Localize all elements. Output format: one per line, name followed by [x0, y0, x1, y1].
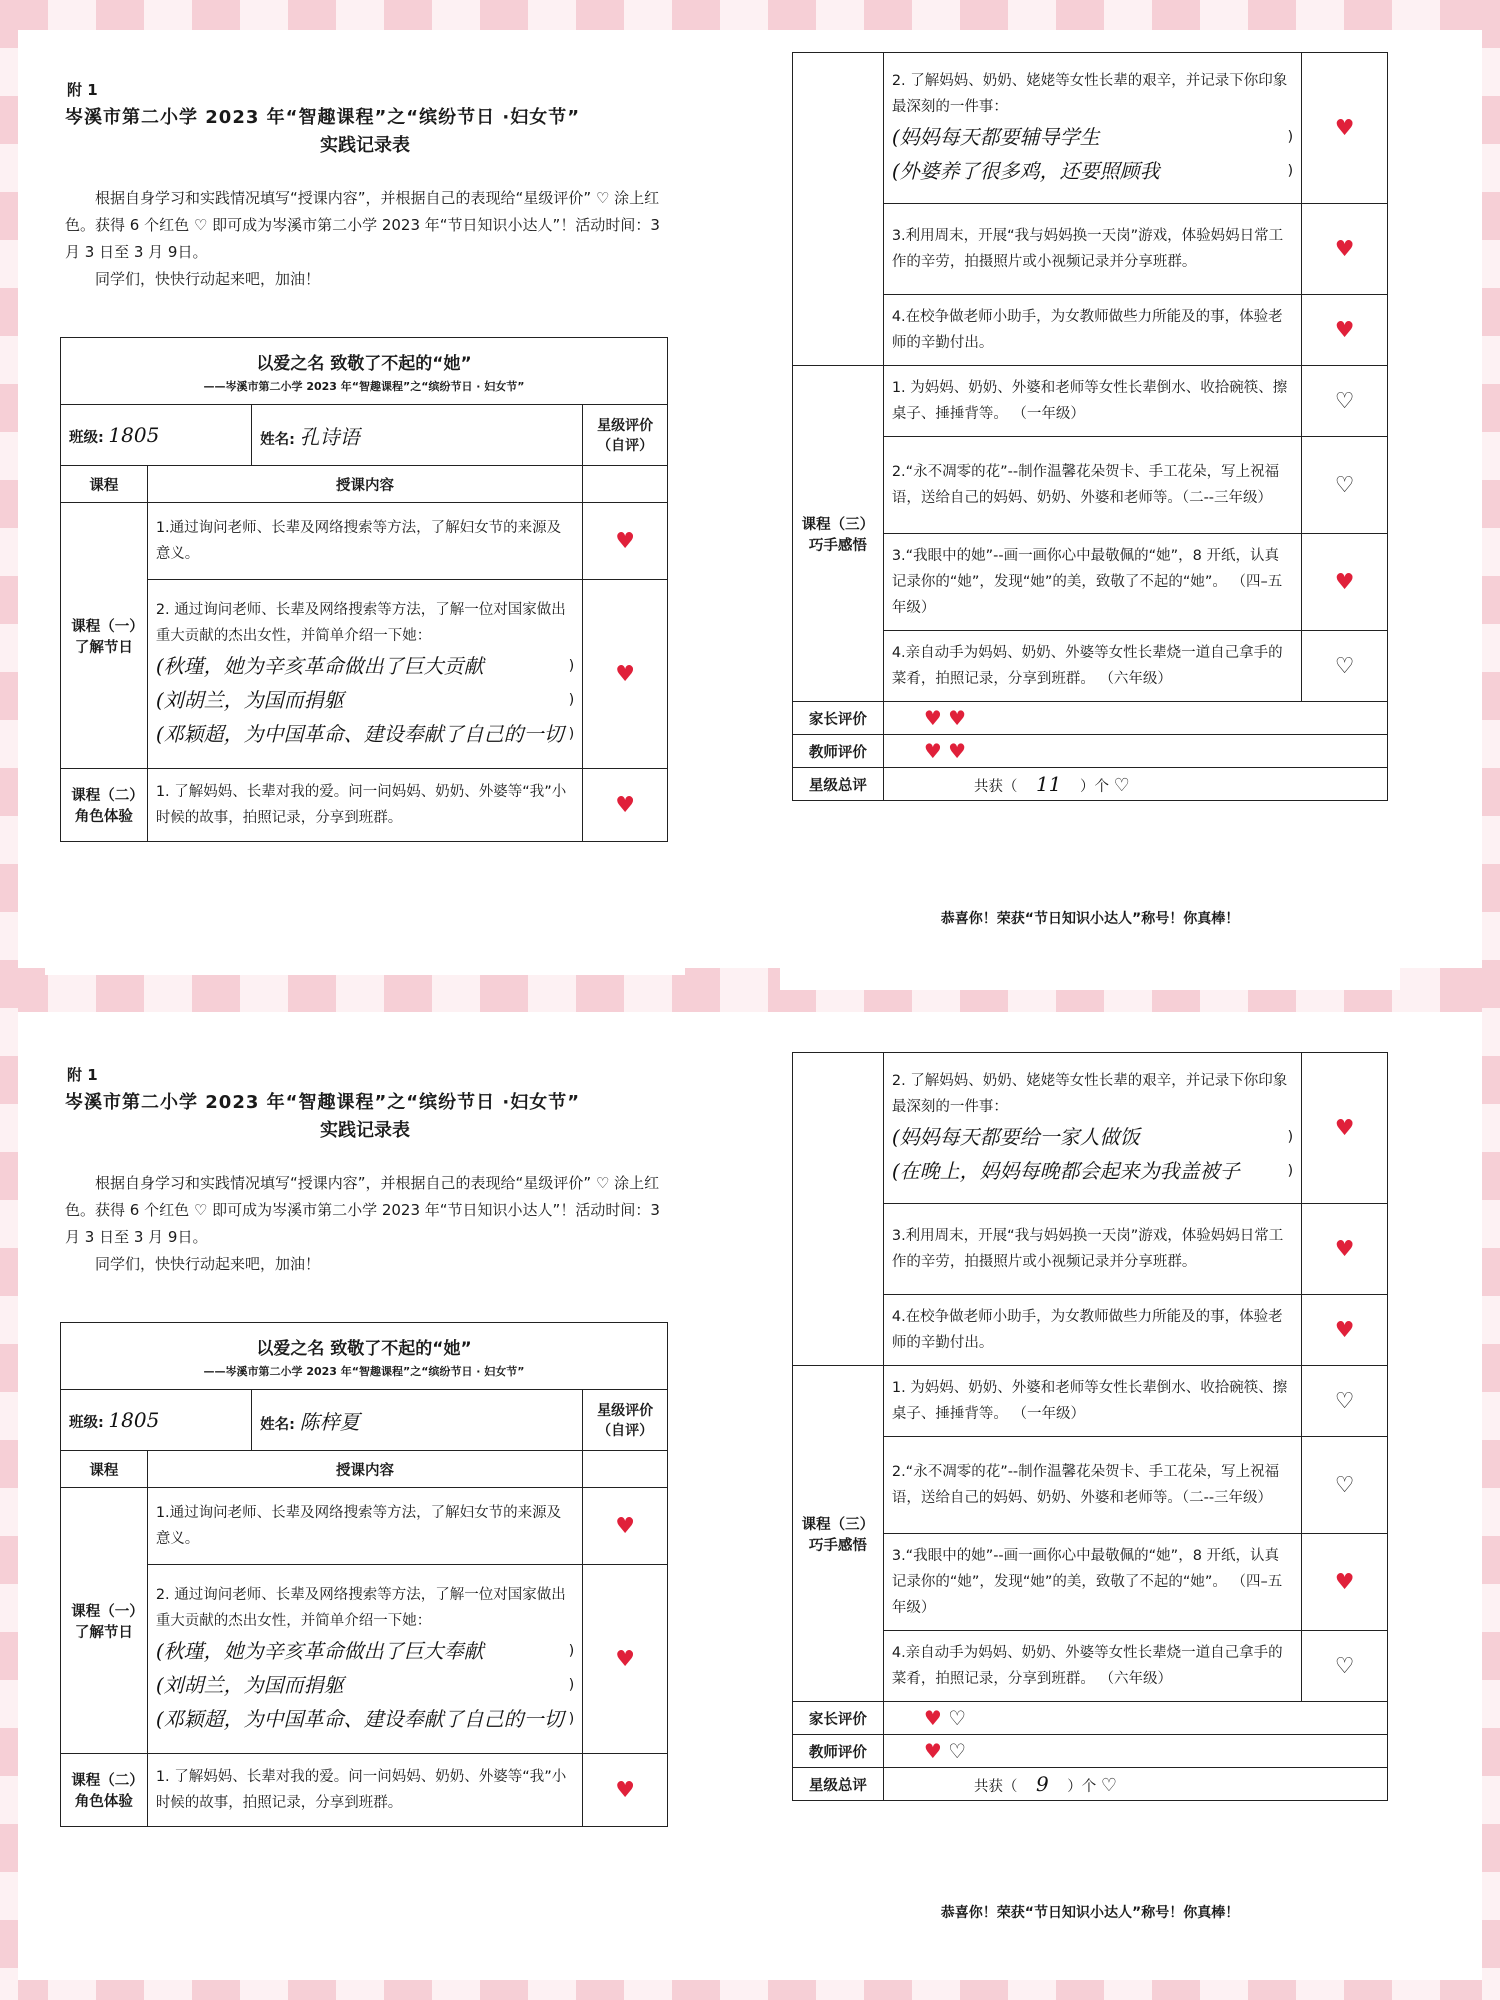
instructions-part-a: 根据自身学习和实践情况填写“授课内容”，并根据自己的表现给“星级评价”	[95, 189, 592, 207]
teacher-rating-hearts	[883, 735, 1387, 768]
col-content: 授课内容	[147, 466, 582, 503]
c3-item3: 3.“我眼中的她”--画一画你心中最敬佩的“她”，8 开纸，认真记录你的“她”，发现“她”的美，致敬了不起的“她”。 （四–五年级）	[883, 534, 1301, 631]
c1-item1: 1.通过询问老师、长辈及网络搜索等方法，了解妇女节的来源及意义。	[147, 503, 582, 580]
hollow-heart-icon: ♡	[1302, 631, 1388, 702]
instructions-encourage: 同学们，快快行动起来吧，加油！	[95, 1255, 321, 1273]
parent-rating-label: 家长评价	[793, 702, 884, 735]
filled-heart-icon: ♥	[923, 706, 942, 730]
instructions-part-b: 涂上红色。获得 6 个红色	[65, 1174, 660, 1219]
instructions-part-b: 涂上红色。获得 6 个红色	[65, 189, 660, 234]
c2-item1: 1. 了解妈妈、长辈对我的爱。问一问妈妈、奶奶、外婆等“我”小时候的故事，拍照记录，分享到班群。	[147, 769, 582, 842]
class-label: 班级:	[69, 430, 104, 446]
course2-label: 课程（二）角色体验	[61, 1754, 148, 1827]
sheet1-right-page	[780, 50, 1400, 990]
appendix-label: 附 1	[67, 1066, 98, 1084]
decorative-border-bottom	[0, 1980, 1500, 2000]
decorative-border-top	[0, 0, 1500, 30]
c1-item2: 2. 通过询问老师、长辈及网络搜索等方法，了解一位对国家做出重大贡献的杰出女性，并简单介绍一下她：	[155, 1587, 566, 1629]
filled-heart-icon: ♥	[1302, 1295, 1388, 1366]
sheet2-left-page	[45, 1040, 685, 1960]
filled-heart-icon: ♥	[923, 739, 942, 763]
instructions-part-c: 即可成为岑溪市第二小学 2023 年“节日知识小达人”！活动时间：3 月 3 日至 3 月 9日。	[65, 216, 660, 261]
table-title: 以爱之名 致敬了不起的“她”	[256, 1338, 472, 1359]
c1-item1: 1.通过询问老师、长辈及网络搜索等方法，了解妇女节的来源及意义。	[147, 1488, 582, 1565]
class-value: 1805	[108, 1408, 160, 1432]
teacher-rating-label: 教师评价	[793, 735, 884, 768]
filled-heart-icon: ♥	[1302, 1204, 1388, 1295]
c1-hw3: 邓颖超，为中国革命、建设奉献了自己的一切	[163, 722, 564, 746]
c1-hw1: 秋瑾，她为辛亥革命做出了巨大贡献	[163, 654, 484, 678]
table-subtitle: ——岑溪市第二小学 2023 年“智趣课程”之“缤纷节日 · 妇女节”	[203, 1364, 525, 1378]
filled-heart-icon: ♥	[923, 1706, 942, 1730]
filled-heart-icon: ♥	[1302, 53, 1388, 204]
c2-item3: 3.利用周末，开展“我与妈妈换一天岗”游戏，体验妈妈日常工作的辛劳，拍摄照片或小视频记录并分享班群。	[883, 204, 1301, 295]
filled-heart-icon: ♥	[1302, 204, 1388, 295]
hollow-heart-icon: ♡	[591, 189, 615, 207]
col-course: 课程	[61, 1451, 148, 1488]
total-prefix: 共获（	[973, 1779, 1018, 1795]
c2-hw1: 妈妈每天都要辅导学生	[899, 125, 1100, 149]
decorative-border-left	[0, 0, 18, 2000]
instructions-encourage: 同学们，快快行动起来吧，加油！	[95, 270, 321, 288]
c1-hw3: 邓颖超，为中国革命、建设奉献了自己的一切	[163, 1707, 564, 1731]
c2-item4: 4.在校争做老师小助手，为女教师做些力所能及的事，体验老师的辛勤付出。	[883, 295, 1301, 366]
col-content: 授课内容	[147, 1451, 582, 1488]
name-value: 陈梓夏	[299, 1409, 360, 1434]
filled-heart-icon: ♥	[948, 739, 967, 763]
hollow-heart-icon: ♡	[591, 1174, 615, 1192]
congrats-message: 恭喜你！荣获“节日知识小达人”称号！你真棒！	[940, 911, 1240, 927]
total-value: 11	[1035, 772, 1062, 796]
total-value: 9	[1035, 1772, 1049, 1796]
rating-header: 星级评价（自评）	[583, 405, 668, 466]
form-subtitle: 实践记录表	[320, 1120, 410, 1141]
form-title: 岑溪市第二小学 2023 年“智趣课程”之“缤纷节日 ·妇女节”	[65, 107, 581, 128]
total-rating	[883, 1768, 1387, 1801]
c3-item2: 2.“永不凋零的花”--制作温馨花朵贺卡、手工花朵，写上祝福语，送给自己的妈妈、奶奶、外婆和老师等。（二--三年级）	[883, 437, 1301, 534]
c2-item3: 3.利用周末，开展“我与妈妈换一天岗”游戏，体验妈妈日常工作的辛劳，拍摄照片或小视频记录并分享班群。	[883, 1204, 1301, 1295]
hollow-heart-icon: ♡	[189, 216, 213, 234]
sheet1-left-page	[45, 55, 685, 975]
total-suffix: ）个	[1067, 1779, 1097, 1795]
c2-item1: 1. 了解妈妈、长辈对我的爱。问一问妈妈、奶奶、外婆等“我”小时候的故事，拍照记录，分享到班群。	[147, 1754, 582, 1827]
filled-heart-icon: ♥	[583, 1754, 668, 1827]
form-subtitle: 实践记录表	[320, 135, 410, 156]
instructions	[65, 1170, 675, 1278]
filled-heart-icon: ♥	[948, 706, 967, 730]
hollow-heart-icon: ♡	[948, 1739, 967, 1763]
class-label: 班级:	[69, 1415, 104, 1431]
c3-item3: 3.“我眼中的她”--画一画你心中最敬佩的“她”，8 开纸，认真记录你的“她”，发现“她”的美，致敬了不起的“她”。 （四–五年级）	[883, 1534, 1301, 1631]
hollow-heart-icon: ♡	[1302, 437, 1388, 534]
course3-label: 课程（三）巧手感悟	[793, 366, 884, 702]
c3-item4: 4.亲自动手为妈妈、奶奶、外婆等女性长辈烧一道自己拿手的菜肴，拍照记录，分享到班群。 （六年级）	[883, 631, 1301, 702]
c3-item2: 2.“永不凋零的花”--制作温馨花朵贺卡、手工花朵，写上祝福语，送给自己的妈妈、奶奶、外婆和老师等。（二--三年级）	[883, 1437, 1301, 1534]
teacher-rating-label: 教师评价	[793, 1735, 884, 1768]
c3-item4: 4.亲自动手为妈妈、奶奶、外婆等女性长辈烧一道自己拿手的菜肴，拍照记录，分享到班群。 （六年级）	[883, 1631, 1301, 1702]
total-rating	[883, 768, 1387, 801]
filled-heart-icon: ♥	[1302, 1534, 1388, 1631]
c3-item1: 1. 为妈妈、奶奶、外婆和老师等女性长辈倒水、收拾碗筷、擦桌子、捶捶背等。 （一年级）	[883, 366, 1301, 437]
parent-rating-label: 家长评价	[793, 1702, 884, 1735]
course1-label: 课程（一）了解节日	[61, 503, 148, 769]
c2-item2: 2. 了解妈妈、奶奶、姥姥等女性长辈的艰辛，并记录下你印象最深刻的一件事：	[891, 1073, 1288, 1115]
col-course: 课程	[61, 466, 148, 503]
filled-heart-icon: ♥	[1302, 534, 1388, 631]
decorative-border-right	[1482, 0, 1500, 2000]
filled-heart-icon: ♥	[583, 1488, 668, 1565]
instructions-part-c: 即可成为岑溪市第二小学 2023 年“节日知识小达人”！活动时间：3 月 3 日至 3 月 9日。	[65, 1201, 660, 1246]
hollow-heart-icon: ♡	[1302, 1631, 1388, 1702]
c2-hw2: 在晚上，妈妈每晚都会起来为我盖被子	[899, 1159, 1240, 1183]
appendix-label: 附 1	[67, 81, 98, 99]
c2-hw2: 外婆养了很多鸡，还要照顾我	[899, 159, 1160, 183]
parent-rating-hearts	[883, 702, 1387, 735]
hollow-heart-icon: ♡	[1302, 366, 1388, 437]
c2-item2: 2. 了解妈妈、奶奶、姥姥等女性长辈的艰辛，并记录下你印象最深刻的一件事：	[891, 73, 1288, 115]
class-value: 1805	[108, 423, 160, 447]
filled-heart-icon: ♥	[923, 1739, 942, 1763]
teacher-rating-hearts	[883, 1735, 1387, 1768]
record-table-part2: 2. 了解妈妈、奶奶、姥姥等女性长辈的艰辛，并记录下你印象最深刻的一件事： (妈妈每天都要给一家人做饭 ) (在晚上，妈妈每晚都会起来为我盖被子 ) ♥ 3.利用周末，开展“我与妈妈换一天岗”游戏，体验妈妈日常工作的辛劳，拍摄照片或小视频记录并分享班群。 ♥ 4.在校争做老师小助手，为女教师做些力所能及的事，体验老师的辛勤付出。 ♥ 课程（三）巧手感悟 1. 为妈妈、奶奶、外婆和老师等女性长辈倒水、收拾碗筷、擦桌子、捶捶背等。 （一年级） ♡ 2.“永不凋零的花”--制作温馨花朵贺卡、手工花朵，写上祝福语，送给自己的妈妈、奶奶、外婆和老师等。（二--三年级） ♡ 3.“我眼中的她”--画一画你心中最敬佩的“她”，8 开纸，认真记录你的“她”，发现“她”的美，致敬了不起的“她”。 （四–五年级） ♥ 4.亲自动手为妈妈、奶奶、外婆等女性长辈烧一道自己拿手的菜肴，拍照记录，分享到班群。 （六年级） ♡ 家长评价 ♥ ♡ 教师评价 ♥ ♡ 星级总评 共获（ 9 ）个 ♡	[792, 1052, 1388, 1801]
c2-hw1: 妈妈每天都要给一家人做饭	[899, 1125, 1140, 1149]
congrats-message: 恭喜你！荣获“节日知识小达人”称号！你真棒！	[940, 1905, 1240, 1921]
record-table-part2: 2. 了解妈妈、奶奶、姥姥等女性长辈的艰辛，并记录下你印象最深刻的一件事： (妈妈每天都要辅导学生 ) (外婆养了很多鸡，还要照顾我 ) ♥ 3.利用周末，开展“我与妈妈换一天岗”游戏，体验妈妈日常工作的辛劳，拍摄照片或小视频记录并分享班群。 ♥ 4.在校争做老师小助手，为女教师做些力所能及的事，体验老师的辛勤付出。 ♥ 课程（三）巧手感悟 1. 为妈妈、奶奶、外婆和老师等女性长辈倒水、收拾碗筷、擦桌子、捶捶背等。 （一年级） ♡ 2.“永不凋零的花”--制作温馨花朵贺卡、手工花朵，写上祝福语，送给自己的妈妈、奶奶、外婆和老师等。（二--三年级） ♡ 3.“我眼中的她”--画一画你心中最敬佩的“她”，8 开纸，认真记录你的“她”，发现“她”的美，致敬了不起的“她”。 （四–五年级） ♥ 4.亲自动手为妈妈、奶奶、外婆等女性长辈烧一道自己拿手的菜肴，拍照记录，分享到班群。 （六年级） ♡ 家长评价 ♥ ♥ 教师评价 ♥ ♥ 星级总评 共获（ 11 ）个 ♡	[792, 52, 1388, 801]
rating-header: 星级评价（自评）	[583, 1390, 668, 1451]
hollow-heart-icon: ♡	[1302, 1437, 1388, 1534]
filled-heart-icon: ♥	[1302, 295, 1388, 366]
hollow-heart-icon: ♡	[1113, 775, 1130, 796]
c1-item2: 2. 通过询问老师、长辈及网络搜索等方法，了解一位对国家做出重大贡献的杰出女性，并简单介绍一下她：	[155, 602, 566, 644]
total-rating-label: 星级总评	[793, 1768, 884, 1801]
c3-item1: 1. 为妈妈、奶奶、外婆和老师等女性长辈倒水、收拾碗筷、擦桌子、捶捶背等。 （一年级）	[883, 1366, 1301, 1437]
hollow-heart-icon: ♡	[948, 1706, 967, 1730]
record-table-part1: 以爱之名 致敬了不起的“她” ——岑溪市第二小学 2023 年“智趣课程”之“缤纷节日 · 妇女节” 班级: 1805 姓名: 陈梓夏 星级评价（自评） 课程 授课内容 课程（一）了解节日 1.通过询问老师、长辈及网络搜索等方法，了解妇女节的来源及意义。 ♥ 2. 通过询问老师、长辈及网络搜索等方法，了解一位对国家做出重大贡献的杰出女性，并简单介绍一下她： (秋瑾，她为辛亥革命做出了巨大奉献 ) (刘胡兰，为国而捐躯 ) (邓颖超，为中国革命、建设奉献了自己的一切 ) ♥ 课程（二）角色体验 1. 了解妈妈、长辈对我的爱。问一问妈妈、奶奶、外婆等“我”小时候的故事，拍照记录，分享到班群。 ♥	[60, 1322, 668, 1827]
name-label: 姓名:	[260, 1416, 295, 1433]
record-table-part1: 以爱之名 致敬了不起的“她” ——岑溪市第二小学 2023 年“智趣课程”之“缤纷节日 · 妇女节” 班级: 1805 姓名: 孔诗语 星级评价（自评） 课程 授课内容 课程（一）了解节日 1.通过询问老师、长辈及网络搜索等方法，了解妇女节的来源及意义。 ♥ 2. 通过询问老师、长辈及网络搜索等方法，了解一位对国家做出重大贡献的杰出女性，并简单介绍一下她： (秋瑾，她为辛亥革命做出了巨大贡献 ) (刘胡兰，为国而捐躯 ) (邓颖超，为中国革命、建设奉献了自己的一切 ) ♥ 课程（二）角色体验 1. 了解妈妈、长辈对我的爱。问一问妈妈、奶奶、外婆等“我”小时候的故事，拍照记录，分享到班群。 ♥	[60, 337, 668, 842]
form-title: 岑溪市第二小学 2023 年“智趣课程”之“缤纷节日 ·妇女节”	[65, 1092, 581, 1113]
c1-hw1: 秋瑾，她为辛亥革命做出了巨大奉献	[163, 1639, 484, 1663]
hollow-heart-icon: ♡	[1100, 1775, 1118, 1796]
hollow-heart-icon: ♡	[1302, 1366, 1388, 1437]
total-suffix: ）个	[1080, 779, 1109, 795]
c1-hw2: 刘胡兰，为国而捐躯	[163, 1673, 344, 1697]
instructions-part-a: 根据自身学习和实践情况填写“授课内容”，并根据自己的表现给“星级评价”	[95, 1174, 592, 1192]
course1-label: 课程（一）了解节日	[61, 1488, 148, 1754]
hollow-heart-icon: ♡	[189, 1201, 213, 1219]
total-prefix: 共获（	[973, 779, 1018, 795]
course3-label: 课程（三）巧手感悟	[793, 1366, 884, 1702]
filled-heart-icon: ♥	[1302, 1053, 1388, 1204]
table-subtitle: ——岑溪市第二小学 2023 年“智趣课程”之“缤纷节日 · 妇女节”	[203, 379, 525, 393]
total-rating-label: 星级总评	[793, 768, 884, 801]
c1-hw2: 刘胡兰，为国而捐躯	[163, 688, 344, 712]
c2-item4: 4.在校争做老师小助手，为女教师做些力所能及的事，体验老师的辛勤付出。	[883, 1295, 1301, 1366]
filled-heart-icon: ♥	[583, 503, 668, 580]
table-title: 以爱之名 致敬了不起的“她”	[256, 353, 472, 374]
name-label: 姓名:	[260, 431, 295, 448]
course2-label: 课程（二）角色体验	[61, 769, 148, 842]
filled-heart-icon: ♥	[583, 769, 668, 842]
sheet2-right-page	[780, 1040, 1400, 1980]
parent-rating-hearts	[883, 1702, 1387, 1735]
filled-heart-icon: ♥	[583, 580, 668, 769]
filled-heart-icon: ♥	[583, 1565, 668, 1754]
name-value: 孔诗语	[299, 424, 360, 449]
instructions	[65, 185, 675, 293]
